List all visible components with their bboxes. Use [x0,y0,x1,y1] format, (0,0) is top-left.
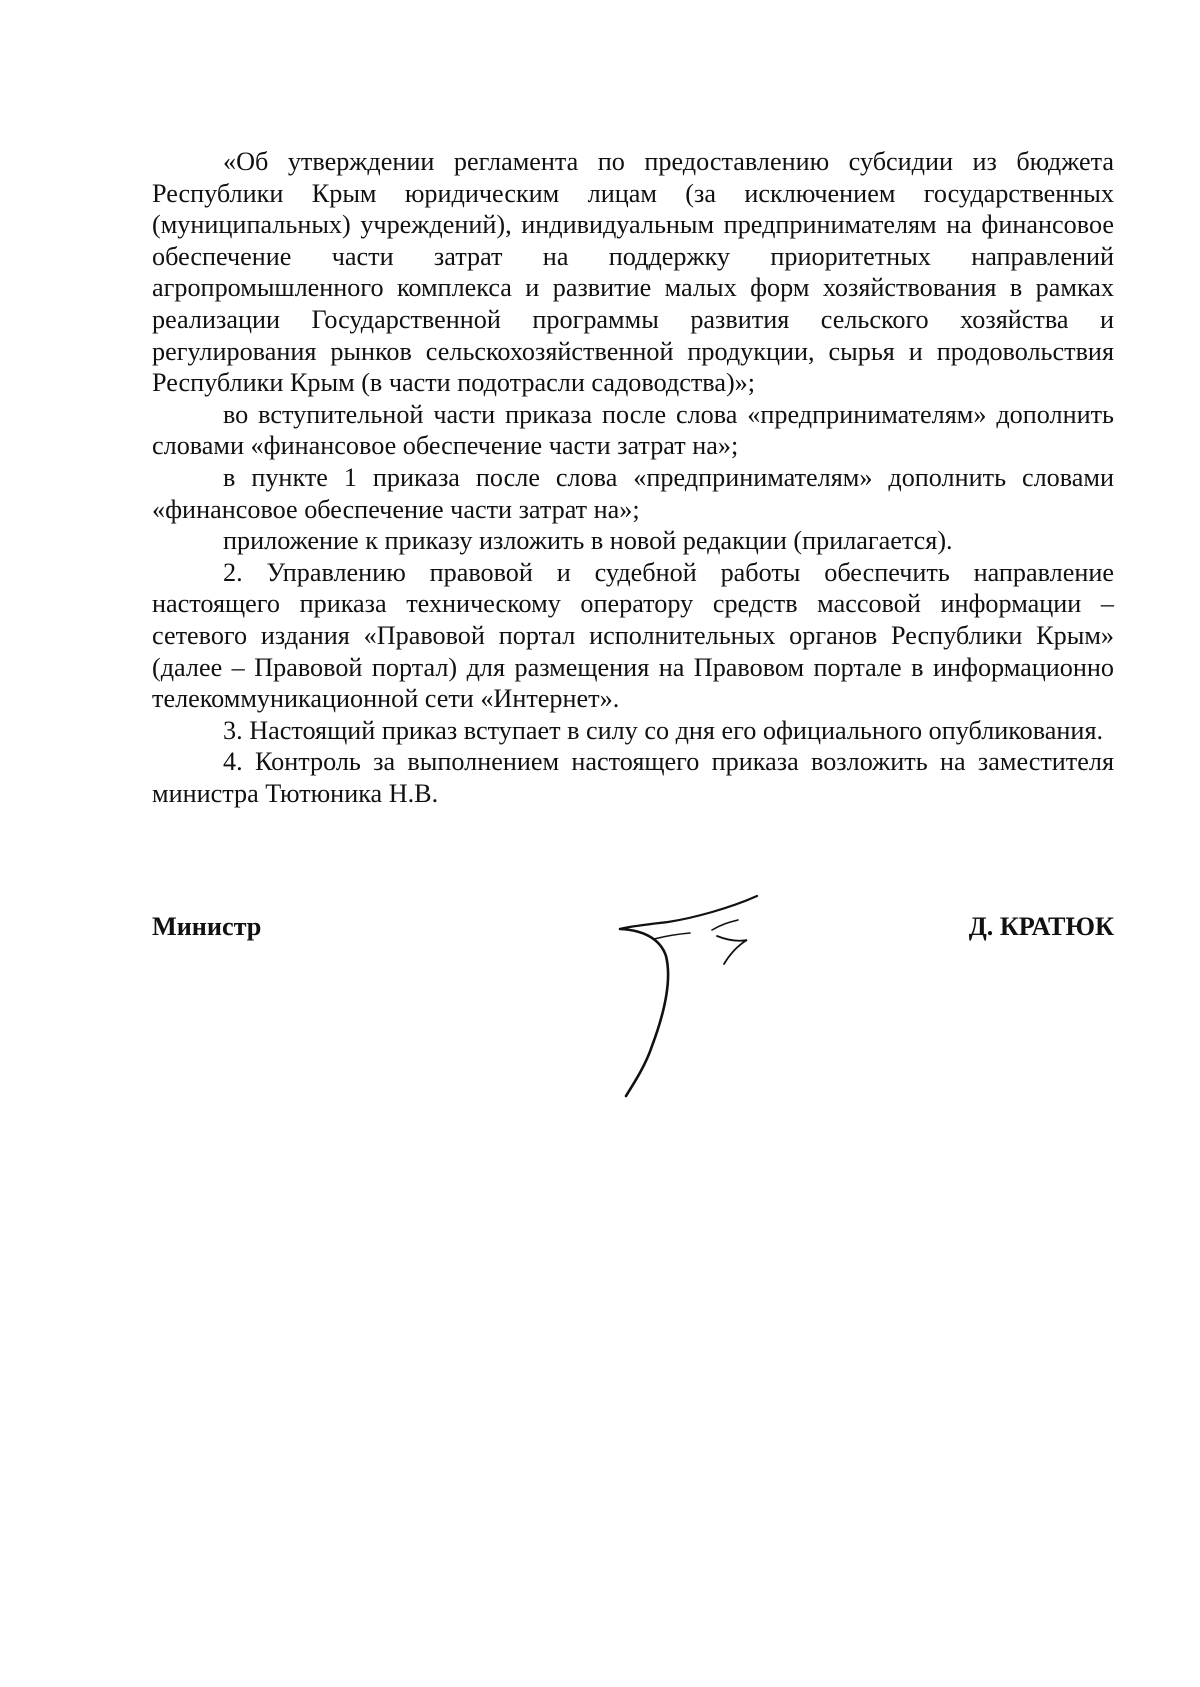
paragraph-appendix-amendment: приложение к приказу изложить в новой редакции (прилагается). [223,526,953,556]
signatory-role: Министр [152,912,262,941]
paragraph-regulation-title: «Об утверждении регламента по предоставлению субсидии из бюджета Республики Крым юридическим лицам (за исключением государственных (муниципальных) учреждений), индивидуальным предпринимателям на финансовое обеспечение части затрат на поддержку приоритетных направлений агропромышленного комплекса и развитие малых форм хозяйствования в рамках реализации Государственной программы развития сельского хозяйства и регулирования рынков сельскохозяйственной продукции, сырья и продовольствия Республики Крым (в части подотрасли садоводства)»; [152,147,1114,398]
handwritten-signature [612,884,782,1104]
paragraph-introductory-amendment: во вступительной части приказа после слова «предпринимателям» дополнить словами «финансовое обеспечение части затрат на»; [152,399,1114,461]
document-body [152,146,1114,809]
paragraph-point-one-amendment: в пункте 1 приказа после слова «предпринимателям» дополнить словами «финансовое обеспечение части затрат на»; [152,462,1114,524]
paragraph-item-2: 2. Управлению правовой и судебной работы обеспечить направление настоящего приказа техническому оператору средств массовой информации – сетевого издания «Правовой портал исполнительных органов Республики Крым» (далее – Правовой портал) для размещения на Правовом портале в информационно телекоммуникационной сети «Интернет». [152,557,1114,714]
paragraph-item-4: 4. Контроль за выполнением настоящего приказа возложить на заместителя министра Тютюника Н.В. [152,747,1114,808]
paragraph-item-3: 3. Настоящий приказ вступает в силу со дня его официального опубликования. [223,715,1104,745]
signatory-name: Д. КРАТЮК [968,912,1114,941]
